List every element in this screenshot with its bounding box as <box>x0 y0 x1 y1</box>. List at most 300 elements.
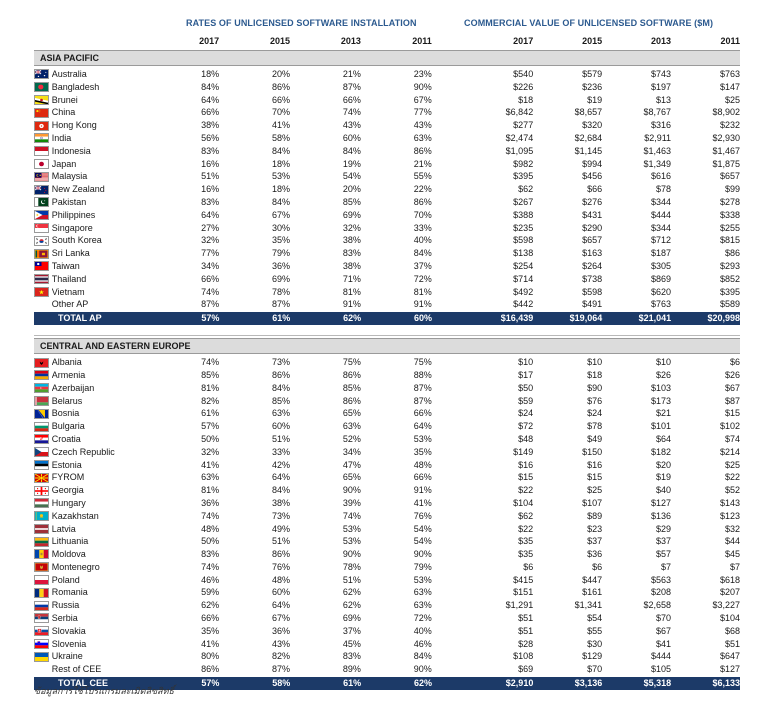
table-row <box>34 574 740 587</box>
table-row <box>34 561 740 574</box>
country-name: India <box>51 132 72 143</box>
year-header: 2013 <box>340 36 361 46</box>
value-cell: $18 <box>518 94 534 105</box>
table-row <box>34 158 740 171</box>
table-row <box>34 382 740 395</box>
rate-cell: 61% <box>343 678 362 689</box>
value-cell: $276 <box>582 196 603 207</box>
year-header: 2013 <box>651 36 672 46</box>
country-name: Bulgaria <box>51 421 85 432</box>
value-cell: $26 <box>724 369 740 380</box>
rate-cell: 18% <box>271 158 290 169</box>
flag-th-icon <box>34 274 52 284</box>
flag-hk-icon <box>34 121 52 131</box>
country-name: Romania <box>51 587 88 598</box>
rate-cell: 82% <box>201 395 220 406</box>
value-cell: $7 <box>661 561 672 572</box>
rate-cell: 64% <box>271 600 290 611</box>
rate-cell: 51% <box>201 171 220 182</box>
value-cell: $48 <box>518 433 534 444</box>
rate-cell: 36% <box>271 625 290 636</box>
value-cell: $338 <box>719 209 740 220</box>
rate-cell: 85% <box>342 382 361 393</box>
value-cell: $51 <box>724 638 740 649</box>
rate-cell: 75% <box>342 357 361 368</box>
flag-rs-icon <box>34 613 52 623</box>
rate-cell: 60% <box>271 587 290 598</box>
value-cell: $207 <box>719 587 740 598</box>
country-name: Vietnam <box>51 286 85 297</box>
year-header-row <box>34 34 740 48</box>
value-cell: $102 <box>719 421 740 432</box>
rate-cell: 90% <box>342 549 361 560</box>
rate-cell: 77% <box>413 107 432 118</box>
rate-cell: 54% <box>413 523 432 534</box>
value-cell: $277 <box>513 120 534 131</box>
value-cell: $344 <box>651 196 672 207</box>
rate-cell: 32% <box>201 446 220 457</box>
values-group-header: COMMERCIAL VALUE OF UNLICENSED SOFTWARE ($M) <box>464 18 714 28</box>
value-cell: $13 <box>656 94 672 105</box>
year-header: 2011 <box>720 36 740 46</box>
value-cell: $647 <box>719 651 740 662</box>
rate-cell: 77% <box>201 248 220 259</box>
rate-cell: 40% <box>413 235 432 246</box>
rate-cell: 41% <box>201 638 220 649</box>
value-cell: $8,767 <box>643 107 672 118</box>
table-row <box>34 638 740 651</box>
table-row <box>34 260 740 273</box>
value-cell: $149 <box>513 446 534 457</box>
rate-cell: 61% <box>272 313 291 324</box>
value-cell: $267 <box>513 196 534 207</box>
country-name: Bangladesh <box>51 81 100 92</box>
value-cell: $55 <box>587 625 603 636</box>
value-cell: $22 <box>518 485 534 496</box>
rate-cell: 62% <box>343 313 362 324</box>
rate-cell: 84% <box>271 382 290 393</box>
flag-mk-icon <box>34 473 52 483</box>
country-name: New Zealand <box>51 184 105 195</box>
flag-md-icon <box>34 549 52 559</box>
rate-cell: 57% <box>201 678 220 689</box>
rate-cell: 50% <box>201 433 220 444</box>
rate-cell: 84% <box>271 485 290 496</box>
table-row <box>34 433 740 446</box>
value-cell: $2,474 <box>505 132 534 143</box>
rate-cell: 85% <box>271 395 290 406</box>
rate-cell: 38% <box>271 497 290 508</box>
rate-cell: 86% <box>342 369 361 380</box>
value-cell: $982 <box>513 158 534 169</box>
rate-cell: 32% <box>201 235 220 246</box>
value-cell: $21,041 <box>638 313 672 324</box>
table-row <box>34 395 740 408</box>
total-label: TOTAL CEE <box>58 678 109 689</box>
flag-in-icon <box>34 133 52 143</box>
rate-cell: 91% <box>342 299 361 310</box>
rate-cell: 27% <box>201 222 220 233</box>
value-cell: $3,136 <box>574 678 603 689</box>
rate-cell: 87% <box>413 395 432 406</box>
flag-ba-icon <box>34 409 52 419</box>
rate-cell: 18% <box>201 69 220 79</box>
value-cell: $161 <box>582 587 603 598</box>
rate-cell: 67% <box>413 94 432 105</box>
rate-cell: 74% <box>201 561 220 572</box>
country-name: Georgia <box>51 485 84 496</box>
value-cell: $6,842 <box>505 107 534 118</box>
country-name: South Korea <box>51 235 102 246</box>
rate-cell: 49% <box>271 523 290 534</box>
value-cell: $15 <box>518 472 534 483</box>
flag-ge-icon <box>34 486 52 496</box>
value-cell: $143 <box>719 497 740 508</box>
value-cell: $32 <box>724 523 740 534</box>
rate-cell: 46% <box>413 638 432 649</box>
value-cell: $19 <box>587 94 603 105</box>
rate-cell: 63% <box>413 132 432 143</box>
value-cell: $127 <box>719 664 740 675</box>
value-cell: $23 <box>587 523 603 534</box>
country-name: China <box>51 107 76 118</box>
rate-cell: 54% <box>413 536 432 547</box>
flag-by-icon <box>34 396 52 406</box>
value-cell: $815 <box>719 235 740 246</box>
rate-cell: 65% <box>342 472 361 483</box>
rate-cell: 54% <box>342 171 361 182</box>
rate-cell: 36% <box>271 260 290 271</box>
rate-cell: 88% <box>413 369 432 380</box>
value-cell: $236 <box>582 81 603 92</box>
value-cell: $214 <box>719 446 740 457</box>
rate-cell: 76% <box>413 510 432 521</box>
rate-cell: 60% <box>342 132 361 143</box>
rate-cell: 21% <box>342 69 361 79</box>
value-cell: $127 <box>651 497 672 508</box>
flag-bg-icon <box>34 422 52 432</box>
rate-cell: 86% <box>413 145 432 156</box>
year-header: 2011 <box>412 36 432 46</box>
value-cell: $743 <box>651 69 672 79</box>
table-row <box>34 497 740 510</box>
table-row <box>34 209 740 222</box>
value-cell: $173 <box>651 395 672 406</box>
rate-cell: 64% <box>271 472 290 483</box>
rate-cell: 65% <box>342 408 361 419</box>
rate-cell: 80% <box>201 651 220 662</box>
rate-cell: 64% <box>201 209 220 220</box>
value-cell: $16 <box>587 459 603 470</box>
footer-note: ข้อมูลการใช้โปรแกรมละเมิดลิขสิทธิ์ <box>34 686 175 696</box>
value-cell: $316 <box>651 120 672 131</box>
rate-cell: 84% <box>201 81 220 92</box>
rate-cell: 35% <box>201 625 220 636</box>
value-cell: $16,439 <box>500 313 534 324</box>
value-cell: $763 <box>719 69 740 79</box>
value-cell: $738 <box>582 273 603 284</box>
flag-kr-icon <box>34 236 52 246</box>
table-row <box>34 132 740 145</box>
value-cell: $1,349 <box>643 158 672 169</box>
rate-cell: 84% <box>342 145 361 156</box>
value-cell: $18 <box>587 369 603 380</box>
rate-cell: 69% <box>342 613 361 624</box>
value-cell: $129 <box>582 651 603 662</box>
rate-cell: 32% <box>342 222 361 233</box>
rate-cell: 91% <box>413 485 432 496</box>
country-name: Pakistan <box>51 196 87 207</box>
rate-cell: 62% <box>413 678 432 689</box>
rate-cell: 66% <box>413 472 432 483</box>
country-name: Azerbaijan <box>51 382 95 393</box>
value-cell: $35 <box>518 549 534 560</box>
table-row <box>34 459 740 472</box>
value-cell: $24 <box>587 408 603 419</box>
value-cell: $994 <box>582 158 603 169</box>
table-row <box>34 94 740 107</box>
country-name: Australia <box>51 69 87 79</box>
rate-cell: 81% <box>342 286 361 297</box>
value-cell: $264 <box>582 260 603 271</box>
value-cell: $70 <box>587 664 603 675</box>
value-cell: $714 <box>513 273 534 284</box>
value-cell: $620 <box>651 286 672 297</box>
table-row <box>34 471 740 484</box>
rate-cell: 19% <box>342 158 361 169</box>
value-cell: $99 <box>724 184 740 195</box>
value-cell: $49 <box>587 433 603 444</box>
value-cell: $72 <box>518 421 534 432</box>
rate-cell: 86% <box>271 81 290 92</box>
value-cell: $25 <box>724 459 740 470</box>
country-name: Montenegro <box>51 561 100 572</box>
flag-lk-icon <box>34 249 52 259</box>
value-cell: $151 <box>513 587 534 598</box>
table-row <box>34 586 740 599</box>
rate-cell: 83% <box>342 651 361 662</box>
country-name: Serbia <box>51 613 78 624</box>
table-row <box>34 420 740 433</box>
country-name: Estonia <box>51 459 82 470</box>
table-row <box>34 407 740 420</box>
year-header: 2015 <box>582 36 603 46</box>
table-row <box>34 650 740 663</box>
value-cell: $15 <box>587 472 603 483</box>
flag-vn-icon <box>34 287 52 297</box>
value-cell: $2,930 <box>712 132 740 143</box>
rate-cell: 33% <box>413 222 432 233</box>
table-row <box>34 183 740 196</box>
rate-cell: 87% <box>271 299 290 310</box>
value-cell: $163 <box>582 248 603 259</box>
country-name: Slovakia <box>51 625 86 636</box>
rate-cell: 41% <box>271 120 290 131</box>
section-divider <box>34 325 740 336</box>
flag-cn-icon <box>34 108 52 118</box>
flag-sg-icon <box>34 223 52 233</box>
value-cell: $44 <box>724 536 740 547</box>
rate-cell: 37% <box>342 625 361 636</box>
rate-cell: 62% <box>342 587 361 598</box>
country-name: Philippines <box>51 209 96 220</box>
rate-cell: 66% <box>342 94 361 105</box>
flag-ru-icon <box>34 601 52 611</box>
value-cell: $579 <box>582 69 603 79</box>
value-cell: $2,684 <box>574 132 603 143</box>
year-header: 2015 <box>269 36 290 46</box>
rate-cell: 86% <box>271 549 290 560</box>
value-cell: $293 <box>719 260 740 271</box>
rate-cell: 60% <box>413 313 432 324</box>
value-cell: $598 <box>513 235 534 246</box>
rate-cell: 84% <box>271 196 290 207</box>
rate-cell: 63% <box>342 421 361 432</box>
value-cell: $40 <box>656 485 672 496</box>
rate-cell: 90% <box>413 81 432 92</box>
rate-cell: 87% <box>201 299 220 310</box>
rate-cell: 85% <box>342 196 361 207</box>
value-cell: $25 <box>587 485 603 496</box>
rate-cell: 69% <box>342 209 361 220</box>
year-header: 2017 <box>513 36 534 46</box>
rate-cell: 81% <box>201 382 220 393</box>
value-cell: $62 <box>518 510 534 521</box>
country-name: Singapore <box>51 222 93 233</box>
country-name: Rest of CEE <box>51 664 102 675</box>
rate-cell: 79% <box>271 248 290 259</box>
rate-cell: 57% <box>201 313 220 324</box>
flag-hu-icon <box>34 498 52 508</box>
table-row <box>34 106 740 119</box>
value-cell: $2,658 <box>643 600 672 611</box>
rate-cell: 22% <box>413 184 432 195</box>
country-name: Latvia <box>51 523 76 534</box>
flag-sk-icon <box>34 626 52 636</box>
value-cell: $254 <box>513 260 534 271</box>
table-row <box>34 625 740 638</box>
value-cell: $1,145 <box>574 145 603 156</box>
value-cell: $15 <box>724 408 740 419</box>
value-cell: $21 <box>656 408 672 419</box>
rate-cell: 87% <box>271 664 290 675</box>
rate-cell: 59% <box>201 587 220 598</box>
value-cell: $208 <box>651 587 672 598</box>
rate-cell: 90% <box>413 549 432 560</box>
value-cell: $3,227 <box>712 600 740 611</box>
rate-cell: 74% <box>342 510 361 521</box>
rate-cell: 75% <box>413 357 432 368</box>
rate-cell: 73% <box>271 357 290 368</box>
rate-cell: 50% <box>201 536 220 547</box>
rate-cell: 64% <box>413 421 432 432</box>
rate-cell: 58% <box>271 132 290 143</box>
rate-cell: 16% <box>201 158 220 169</box>
value-cell: $8,902 <box>712 107 740 118</box>
rate-cell: 74% <box>342 107 361 118</box>
value-cell: $235 <box>513 222 534 233</box>
value-cell: $78 <box>587 421 603 432</box>
table-row <box>34 369 740 382</box>
rate-cell: 42% <box>271 459 290 470</box>
rate-cell: 38% <box>342 260 361 271</box>
value-cell: $136 <box>651 510 672 521</box>
flag-ee-icon <box>34 460 52 470</box>
flag-cz-icon <box>34 447 52 457</box>
table-row <box>34 446 740 459</box>
rate-cell: 81% <box>413 286 432 297</box>
country-name: Czech Republic <box>51 446 115 457</box>
value-cell: $290 <box>582 222 603 233</box>
value-cell: $123 <box>719 510 740 521</box>
rate-cell: 48% <box>201 523 220 534</box>
rate-cell: 83% <box>201 145 220 156</box>
flag-si-icon <box>34 639 52 649</box>
flag-me-icon <box>34 562 52 572</box>
value-cell: $320 <box>582 120 603 131</box>
rate-cell: 67% <box>271 613 290 624</box>
value-cell: $388 <box>513 209 534 220</box>
rate-cell: 83% <box>201 196 220 207</box>
rate-cell: 53% <box>342 536 361 547</box>
value-cell: $45 <box>724 549 740 560</box>
value-cell: $444 <box>651 209 672 220</box>
value-cell: $344 <box>651 222 672 233</box>
value-cell: $852 <box>719 273 740 284</box>
rates-group-header: RATES OF UNLICENSED SOFTWARE INSTALLATION <box>186 18 417 28</box>
country-name: Armenia <box>51 369 86 380</box>
rate-cell: 53% <box>413 433 432 444</box>
value-cell: $66 <box>587 184 603 195</box>
rate-cell: 64% <box>201 94 220 105</box>
flag-tw-icon <box>34 261 52 271</box>
value-cell: $278 <box>719 196 740 207</box>
value-cell: $67 <box>656 625 672 636</box>
rate-cell: 63% <box>413 600 432 611</box>
value-cell: $108 <box>513 651 534 662</box>
value-cell: $7 <box>729 561 740 572</box>
country-name: Bosnia <box>51 408 80 419</box>
value-cell: $395 <box>719 286 740 297</box>
rate-cell: 48% <box>271 574 290 585</box>
value-cell: $16 <box>518 459 534 470</box>
value-cell: $1,341 <box>574 600 603 611</box>
rate-cell: 63% <box>413 587 432 598</box>
rate-cell: 51% <box>271 536 290 547</box>
rate-cell: 20% <box>342 184 361 195</box>
flag-ph-icon <box>34 210 52 220</box>
rate-cell: 43% <box>342 120 361 131</box>
country-name: Brunei <box>51 94 78 105</box>
value-cell: $657 <box>582 235 603 246</box>
value-cell: $101 <box>651 421 672 432</box>
table-row <box>34 145 740 158</box>
table-row <box>34 234 740 247</box>
value-cell: $444 <box>651 651 672 662</box>
value-cell: $68 <box>724 625 740 636</box>
rate-cell: 63% <box>271 408 290 419</box>
value-cell: $456 <box>582 171 603 182</box>
value-cell: $442 <box>513 299 534 310</box>
section-header: ASIA PACIFIC <box>34 50 740 66</box>
rate-cell: 45% <box>342 638 361 649</box>
rate-cell: 52% <box>342 433 361 444</box>
rate-cell: 86% <box>201 664 220 675</box>
flag-bd-icon <box>34 82 52 92</box>
rate-cell: 36% <box>201 497 220 508</box>
value-cell: $869 <box>651 273 672 284</box>
rate-cell: 23% <box>413 69 432 79</box>
